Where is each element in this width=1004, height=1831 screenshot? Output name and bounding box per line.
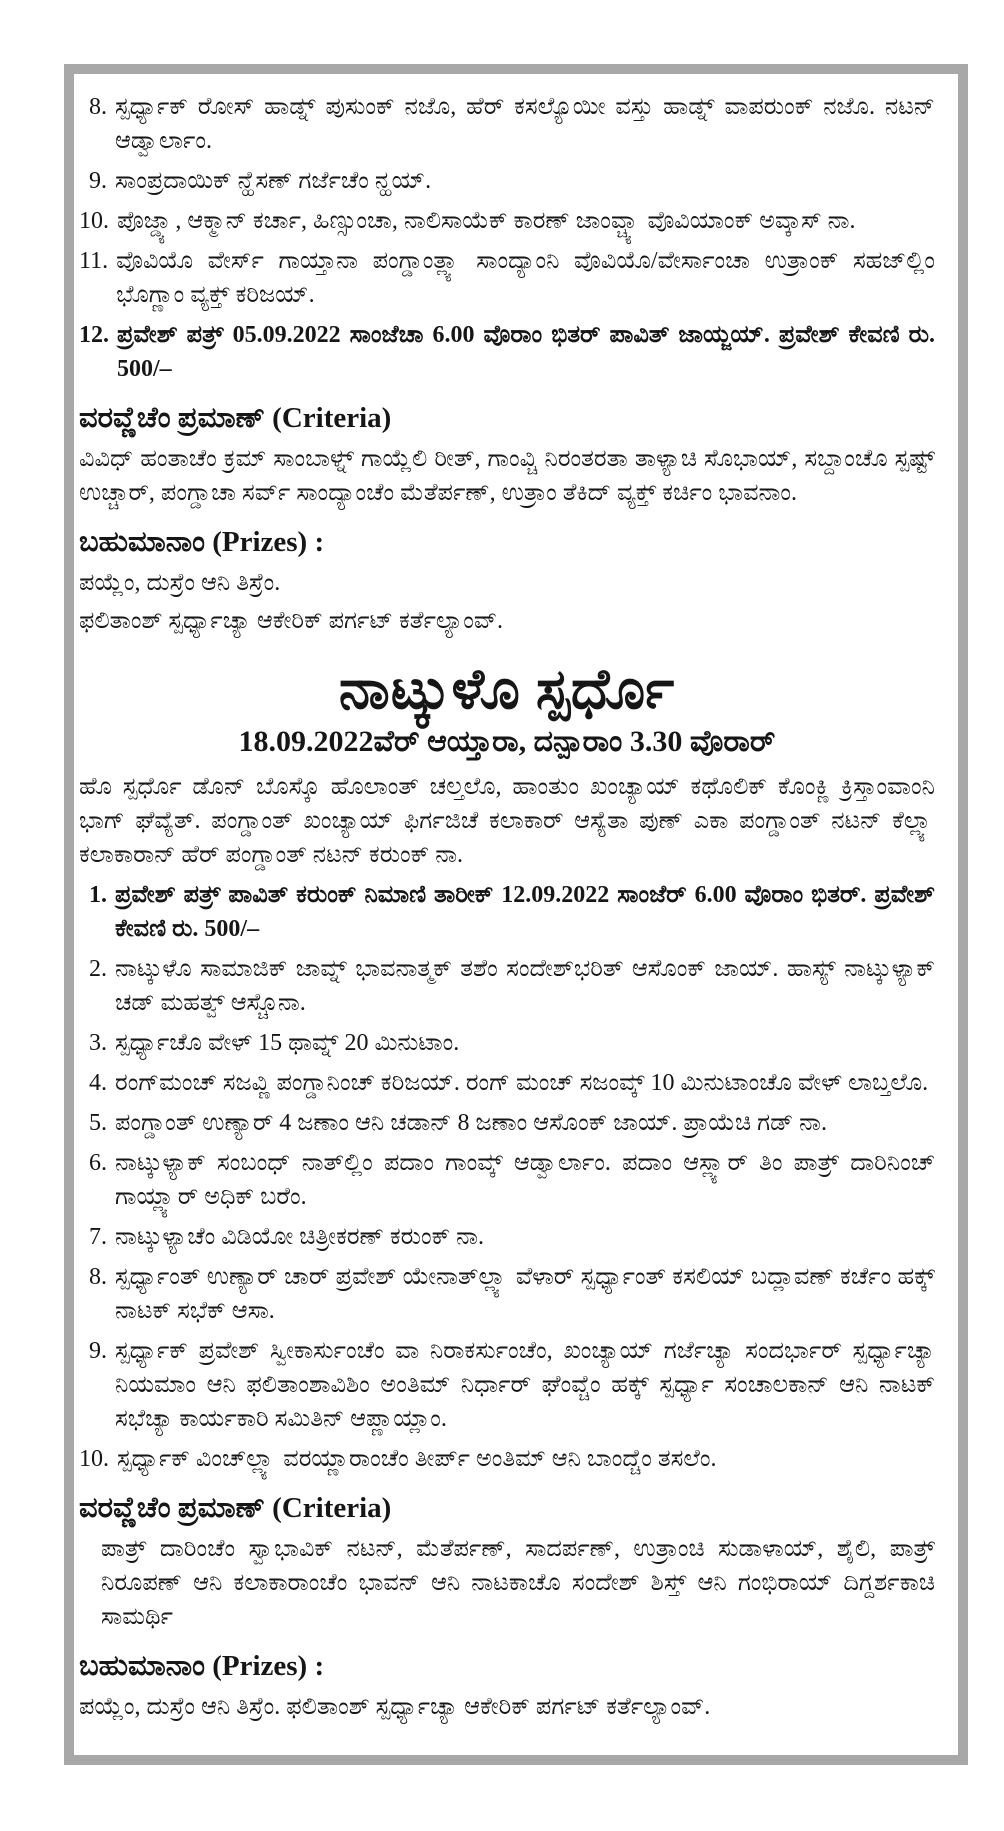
prizes-heading: ಬಹುಮಾನಾಂ (Prizes) : bbox=[79, 526, 325, 558]
prizes-text: ಪಯ್ಲೆಂ, ದುಸ್ರೆಂ ಆನಿ ತಿಸ್ರೆಂ. ಫಲಿತಾಂಶ್ ಸ್ಪರ್ಧ್ಯಾಚ್ಯಾ ಆಕೇರಿಕ್ ಪರ್ಗಟ್ ಕರ್ತೆಲ್ಯಾಂವ್. bbox=[79, 1694, 711, 1720]
list-item bbox=[79, 952, 935, 1020]
list-item-number: 8. bbox=[89, 94, 107, 120]
criteria-heading: ವರವ್ಣೆಚೆಂ ಪ್ರಮಾಣ್ (Criteria) bbox=[79, 402, 392, 434]
list-item-number: 2. bbox=[89, 956, 107, 982]
competition-title: ನಾಟ್ಕುಳೊ ಸ್ಪರ್ಧೊ bbox=[338, 659, 676, 721]
list-item-entry-deadline bbox=[79, 318, 935, 386]
event-datetime: 18.09.2022ವೆರ್ ಆಯ್ತಾರಾ, ದನ್ಪಾರಾಂ 3.30 ವೊರಾರ್ bbox=[238, 725, 776, 758]
list-item-number: 10. bbox=[79, 1446, 109, 1472]
prizes-line: ಫಲಿತಾಂಶ್ ಸ್ಪರ್ಧ್ಯಾಚ್ಯಾ ಆಕೇರಿಕ್ ಪರ್ಗಟ್ ಕರ್ತೆಲ್ಯಾಂವ್. bbox=[79, 608, 504, 634]
list-item bbox=[79, 1260, 935, 1328]
list-item-text: ಸ್ಪರ್ಧ್ಯಾಕ್ ರೋಸ್ ಹಾಡ್ನ್ ಪುಸುಂಕ್ ನಜೊ, ಹೆರ್ ಕಸಲ್ಯೊಯೀ ವಸ್ತು ಹಾಡ್ನ್ ವಾಪರುಂಕ್ ನಜೊ. ನಟನ್ ಆಡ್ವಾರ್ಲಾಂ. bbox=[115, 94, 935, 154]
list-item-text: ವೊವಿಯೊ ವೇರ್ಸ್ ಗಾಯ್ತಾನಾ ಪಂಗ್ಡಾಂತ್ಲ್ಯಾ ಸಾಂದ್ಯಾಂನಿ ವೊವಿಯೊ/ವೇರ್ಸಾಂಚಾ ಉತ್ರಾಂಕ್ ಸಹಜ್‌ಲ್ಲಿಂ ಭೊಗ್ಣಾಂ ವ್ಯಕ್ತ್ ಕರಿಜಯ್. bbox=[116, 248, 935, 308]
list-item bbox=[79, 1146, 935, 1214]
prizes-heading: ಬಹುಮಾನಾಂ (Prizes) : bbox=[79, 1650, 325, 1682]
list-item bbox=[79, 164, 935, 198]
list-item-text: ಸ್ಪರ್ಧ್ಯಾಕ್ ಪ್ರವೇಶ್ ಸ್ವೀಕಾರ್ಸುಂಚೆಂ ವಾ ನಿರಾಕರ್ಸುಂಚೆಂ, ಖಂಚ್ಯಾಯ್ ಗರ್ಜೆಚ್ಯಾ ಸಂದರ್ಭಾರ್ ಸ್ಪರ್ಧ್ಯಾಚ್ಯಾ ನಿಯಮಾಂ ಆನಿ ಫಲಿತಾಂಶಾವಿಶಿಂ ಅಂತಿಮ್ ನಿರ್ಧಾರ್ ಘೆಂವ್ಚೆಂ ಹಕ್ಕ್ ಸ್ಪರ್ಧ್ಯಾ ಸಂಚಾಲಕಾನ್ ಆನಿ ನಾಟಕ್ ಸಭೆಚ್ಯಾ ಕಾರ್ಯಕಾರಿ ಸಮಿತಿನ್ ಆಪ್ಣಾಯ್ಲಾಂ. bbox=[115, 1338, 935, 1432]
list-item-entry-deadline bbox=[79, 878, 935, 946]
list-item-text: ರಂಗ್‌ಮಂಚ್ ಸಜವ್ಣಿ ಪಂಗ್ಡಾನಿಂಚ್ ಕರಿಜಯ್. ರಂಗ್ ಮಂಚ್ ಸಜಂವ್ಕ್ 10 ಮಿನುಟಾಂಚೊ ವೇಳ್ ಲಾಬ್ತಲೊ. bbox=[115, 1070, 929, 1096]
list-item-number: 1. bbox=[89, 882, 107, 908]
list-item-number: 5. bbox=[89, 1110, 107, 1136]
list-item-text: ಸ್ಪರ್ಧ್ಯಾಂತ್ ಉಣ್ಯಾರ್ ಚಾರ್ ಪ್ರವೇಶ್ ಯೇನಾತ್‌ಲ್ಲ್ಯಾ ವೆಳಾರ್ ಸ್ಪರ್ಧ್ಯಾಂತ್ ಕಸಲಿಯ್ ಬದ್ಲಾವಣ್ ಕರ್ಚೆಂ ಹಕ್ಕ್ ನಾಟಕ್ ಸಭೆಕ್ ಆಸಾ. bbox=[115, 1264, 935, 1324]
list-item-number: 9. bbox=[89, 1338, 107, 1364]
rules-list-drama-competition bbox=[79, 878, 935, 1476]
list-item-text: ಸಾಂಪ್ರದಾಯಿಕ್ ನ್ಹೆಸಣ್ ಗರ್ಜೆಚೆಂ ನ್ಹಯ್. bbox=[115, 168, 432, 194]
list-item bbox=[79, 90, 935, 158]
list-item bbox=[79, 1220, 935, 1254]
list-item-number: 11. bbox=[79, 248, 109, 274]
list-item-number: 12. bbox=[79, 322, 109, 348]
list-item-text: ನಾಟ್ಕುಳ್ಯಾಕ್ ಸಂಬಂಧ್ ನಾತ್‌ಲ್ಲಿಂ ಪದಾಂ ಗಾಂವ್ಕ್ ಆಡ್ವಾರ್ಲಾಂ. ಪದಾಂ ಆಸ್ಲ್ಯಾರ್ ತಿಂ ಪಾತ್ರ್ ದಾರಿನಿಂಚ್ ಗಾಯ್ಲ್ಯಾರ್ ಅಧಿಕ್ ಬರೆಂ. bbox=[115, 1150, 935, 1210]
list-item bbox=[79, 1442, 935, 1476]
list-item-number: 6. bbox=[89, 1150, 107, 1176]
criteria-text: ಪಾತ್ರ್ ದಾರಿಂಚೆಂ ಸ್ವಾಭಾವಿಕ್ ನಟನ್, ಮೆತೆರ್ಪಣ್, ಸಾದರ್ಪಣ್, ಉತ್ರಾಂಚಿ ಸುಡಾಳಾಯ್, ಶೈಲಿ, ಪಾತ್ರ್ ನಿರೂಪಣ್ ಆನಿ ಕಲಾಕಾರಾಂಚೆಂ ಭಾವನ್ ಆನಿ ನಾಟಕಾಚೊ ಸಂದೇಶ್ ಶಿಸ್ತ್ ಆನಿ ಗಂಭಿರಾಯ್ ದಿಗ್ದರ್ಶಕಾಚಿ ಸಾಮರ್ಥಿ bbox=[101, 1536, 935, 1630]
list-item-text: ಪೊಜ್ಡ್ಯಾ, ಆಕ್ಮಾನ್ ಕರ್ಚಾ, ಹಿಣ್ಸುಂಚಾ, ನಾಲಿಸಾಯೆಕ್ ಕಾರಣ್ ಜಾಂವ್ಚ್ಯಾ ವೊವಿಯಾಂಕ್ ಅವ್ಕಾಸ್ ನಾ. bbox=[117, 208, 856, 234]
list-item-number: 10. bbox=[79, 208, 109, 234]
list-item-number: 7. bbox=[89, 1224, 107, 1250]
list-item bbox=[79, 204, 935, 238]
list-item bbox=[79, 1106, 935, 1140]
document-content bbox=[79, 90, 935, 1728]
intro-paragraph: ಹೊ ಸ್ಪರ್ಧೊ ಡೊನ್ ಬೊಸ್ಕೊ ಹೊಲಾಂತ್ ಚಲ್ತಲೊ, ಹಾಂತುಂ ಖಂಚ್ಯಾಯ್ ಕಥೊಲಿಕ್ ಕೊಂಕ್ಣಿ ಕ್ರಿಸ್ತಾಂವಾಂನಿ ಭಾಗ್ ಘೆವ್ಯೆತ್. ಪಂಗ್ಡಾಂತ್ ಖಂಚ್ಯಾಯ್ ಫಿರ್ಗಜಿಚೆ ಕಲಾಕಾರ್ ಆಸ್ಯೆತಾ ಪುಣ್ ಎಕಾ ಪಂಗ್ಡಾಂತ್ ನಟನ್ ಕೆಲ್ಲ್ಯಾ ಕಲಾಕಾರಾನ್ ಹೆರ್ ಪಂಗ್ಡಾಂತ್ ನಟನ್ ಕರುಂಕ್ ನಾ. bbox=[79, 774, 935, 868]
list-item-text: ಪ್ರವೇಶ್ ಪತ್ರ್ 05.09.2022 ಸಾಂಜೆಚಾ 6.00 ವೊರಾಂ ಭಿತರ್ ಪಾವಿತ್ ಜಾಯ್ಜಯ್. ಪ್ರವೇಶ್ ಕೇವಣಿ ರು. 500/– bbox=[117, 322, 935, 382]
list-item bbox=[79, 1026, 935, 1060]
rules-list-first-section bbox=[79, 90, 935, 386]
list-item-number: 4. bbox=[89, 1070, 107, 1096]
list-item-text: ನಾಟ್ಕುಳೊ ಸಾಮಾಜಿಕ್ ಜಾವ್ನ್ ಭಾವನಾತ್ಮಕ್ ತಶೆಂ ಸಂದೇಶ್‌ಭರಿತ್ ಆಸೊಂಕ್ ಜಾಯ್. ಹಾಸ್ಯ್ ನಾಟ್ಕುಳ್ಯಾಕ್ ಚಡ್ ಮಹತ್ವ್ ಆಸ್ಚೊನಾ. bbox=[115, 956, 935, 1016]
criteria-text: ವಿವಿಧ್ ಹಂತಾಚೆಂ ಕ್ರಮ್ ಸಾಂಬಾಳ್ನ್ ಗಾಯ್ಲೆಲಿ ರೀತ್, ಗಾಂವ್ಚಿ ನಿರಂತರತಾ ತಾಳ್ಯಾಚಿ ಸೊಭಾಯ್, ಸಬ್ದಾಂಚೊ ಸ್ಪಷ್ಟ್ ಉಚ್ಚಾರ್, ಪಂಗ್ಡಾಚಾ ಸರ್ವ್ ಸಾಂದ್ಯಾಂಚೆಂ ಮೆತೆರ್ಪಣ್, ಉತ್ರಾಂ ತೆಕಿದ್ ವ್ಯಕ್ತ್ ಕರ್ಚಿಂ ಭಾವನಾಂ. bbox=[79, 446, 935, 506]
list-item-number: 9. bbox=[89, 168, 107, 194]
list-item bbox=[79, 1066, 935, 1100]
page-border-frame bbox=[64, 64, 968, 1765]
list-item bbox=[79, 1334, 935, 1436]
list-item-text: ಪಂಗ್ಡಾಂತ್ ಉಣ್ಯಾರ್ 4 ಜಣಾಂ ಆನಿ ಚಡಾನ್ 8 ಜಣಾಂ ಆಸೊಂಕ್ ಜಾಯ್. ಪ್ರಾಯೆಚಿ ಗಡ್ ನಾ. bbox=[115, 1110, 827, 1136]
list-item-text: ನಾಟ್ಕುಳ್ಯಾಚೆಂ ವಿಡಿಯೋ ಚಿತ್ರೀಕರಣ್ ಕರುಂಕ್ ನಾ. bbox=[115, 1224, 484, 1250]
list-item-text: ಪ್ರವೇಶ್ ಪತ್ರ್ ಪಾವಿತ್ ಕರುಂಕ್ ನಿಮಾಣಿ ತಾರೀಕ್ 12.09.2022 ಸಾಂಜೆರ್ 6.00 ವೊರಾಂ ಭಿತರ್. ಪ್ರವೇಶ್ ಕೇವಣಿ ರು. 500/– bbox=[115, 882, 935, 942]
list-item-number: 8. bbox=[89, 1264, 107, 1290]
prizes-line: ಪಯ್ಲೆಂ, ದುಸ್ರೆಂ ಆನಿ ತಿಸ್ರೆಂ. bbox=[79, 570, 281, 596]
criteria-heading: ವರವ್ಣೆಚೆಂ ಪ್ರಮಾಣ್ (Criteria) bbox=[79, 1492, 392, 1524]
list-item-text: ಸ್ಪರ್ಧ್ಯಾಚೊ ವೇಳ್ 15 ಥಾವ್ನ್ 20 ಮಿನುಟಾಂ. bbox=[115, 1030, 460, 1056]
list-item bbox=[79, 244, 935, 312]
list-item-text: ಸ್ಪರ್ಧ್ಯಾಕ್ ವಿಂಚ್‌ಲ್ಲ್ಯಾ ವರಯ್ಣಾರಾಂಚೆಂ ತೀರ್ಪ್ ಅಂತಿಮ್ ಆನಿ ಬಾಂದ್ಚೆಂ ತಸಲೆಂ. bbox=[117, 1446, 717, 1472]
list-item-number: 3. bbox=[89, 1030, 107, 1056]
